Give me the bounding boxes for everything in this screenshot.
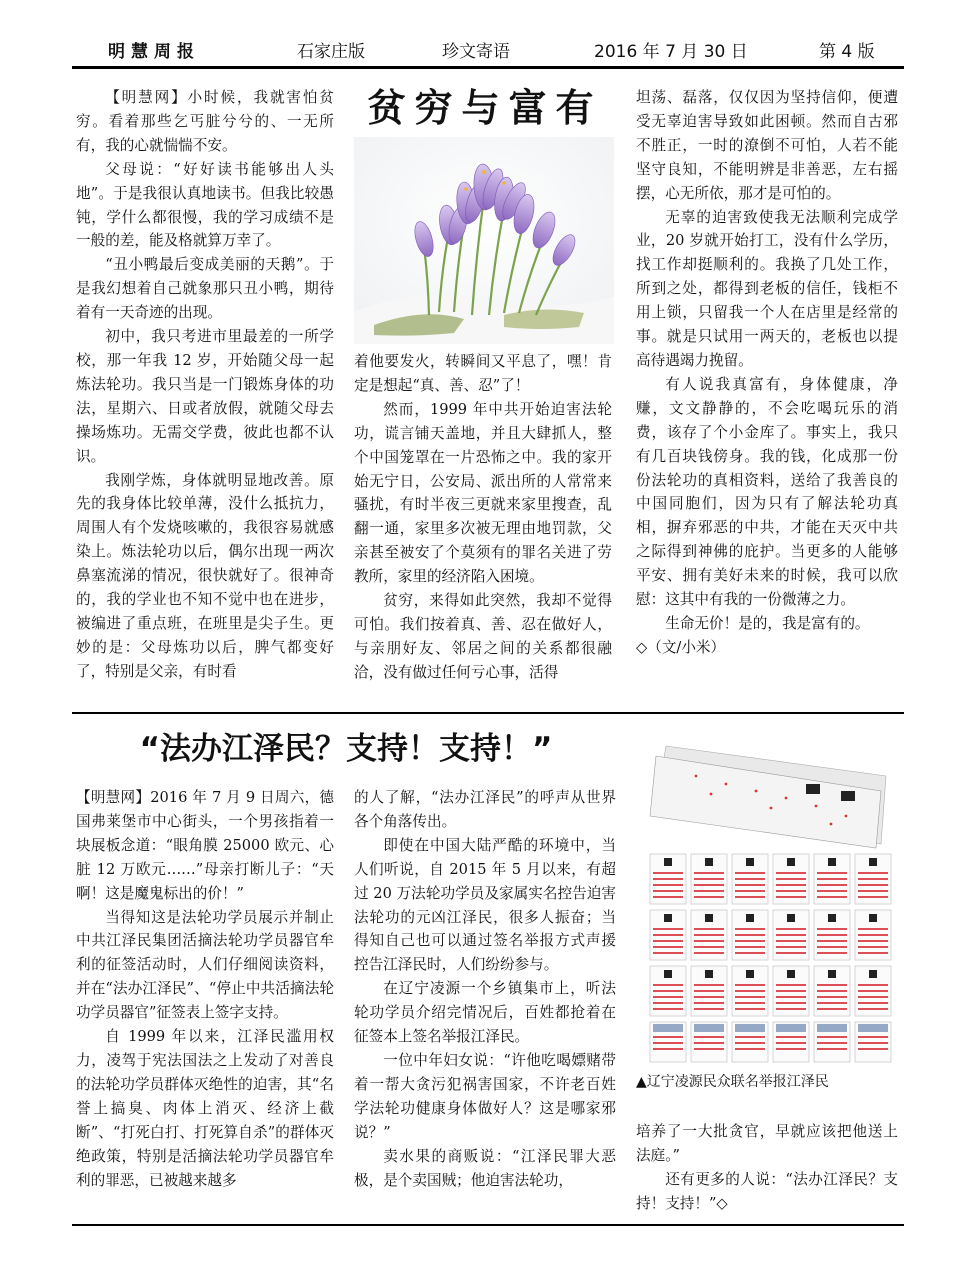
paragraph: 在辽宁凌源一个乡镇集市上，听法轮功学员介绍完情况后，百姓都抢着在征签本上签名举报江泽民。 <box>354 980 616 1046</box>
article2-column-2 <box>354 786 616 1192</box>
footer-rule <box>72 1224 904 1226</box>
paragraph: 当得知这是法轮功学员展示并制止中共江泽民集团活摘法轮功学员器官牟利的征签活动时，人们仔细阅读资料，并在“法办江泽民”、“停止中共活摘法轮功学员器官”征签表上签字支持。 <box>76 908 334 1022</box>
section-label: 珍文寄语 <box>442 42 510 62</box>
paragraph: 培养了一大批贪官，早就应该把他送上法庭。” <box>636 1123 898 1164</box>
article2-title: “法办江泽民？支持！支持！” <box>139 731 553 767</box>
crocus-photo <box>354 137 614 344</box>
edition-label: 石家庄版 <box>297 42 365 62</box>
paragraph: 自 1999 年以来，江泽民滥用权力，凌驾于宪法国法之上发动了对善良的法轮功学员群体灭绝性的迫害，其“名誉上搞臭、肉体上消灭、经济上截断”、“打死白打、打死算自杀”的群体灭绝政策，特别是活摘法轮功学员器官牟利的罪恶，已被越来越多 <box>76 1028 334 1189</box>
petition-photo <box>636 736 898 1066</box>
paragraph: 即使在中国大陆严酷的环境中，当人们听说，自 2015 年 5 月以来，有超过 20 万法轮功学员及家属实名控告迫害法轮功的元凶江泽民，很多人振奋；当得知自己也可以通过签名举报方式声援控告江泽民时，人们纷纷参与。 <box>354 836 616 974</box>
paragraph: 一位中年妇女说：“许他吃喝嫖赌带着一帮大贪污犯祸害国家，不许老百姓学法轮功健康身体做好人？这是哪家邪说？” <box>354 1051 616 1141</box>
paragraph: 初中，我只考进市里最差的一所学校，那一年我 12 岁，开始随父母一起炼法轮功。我只当是一门锻炼身体的功法，星期六、日或者放假，就随父母去操场炼功。无需交学费，彼此也都不认识。 <box>76 328 334 465</box>
paragraph: 【明慧网】小时候，我就害怕贫穷。看着那些乞丐脏兮兮的、一无所有，我的心就惴惴不安。 <box>76 89 334 154</box>
issue-date: 2016 年 7 月 30 日 <box>594 42 748 62</box>
article-divider <box>72 712 904 714</box>
article1-title: 贫穷与富有 <box>367 85 603 130</box>
paragraph: 还有更多的人说：“法办江泽民？支持！支持！”◇ <box>636 1170 898 1212</box>
paragraph: 【明慧网】2016 年 7 月 9 日周六，德国弗莱堡市中心街头，一个男孩指着一块展板念道：“眼角膜 25000 欧元、心脏 12 万欧元……”母亲打断儿子：“天啊！这是魔鬼标出的价！” <box>76 789 334 902</box>
article1-column-2 <box>354 350 612 685</box>
paragraph: 父母说：“好好读书能够出人头地”。于是我很认真地读书。但我比较愚钝，学什么都很慢，我的学习成绩不是一般的差，能及格就算万幸了。 <box>76 160 334 250</box>
photo-caption: ▲辽宁凌源民众联名举报江泽民 <box>636 1074 829 1090</box>
paragraph: 贫穷，来得如此突然，我却不觉得可怕。我们按着真、善、忍在做好人，与亲朋好友、邻居之间的关系都很融洽，没有做过任何亏心事，活得 <box>354 592 612 681</box>
paragraph: “丑小鸭最后变成美丽的天鹅”。于是我幻想着自己就象那只丑小鸭，期待着有一天奇迹的出现。 <box>76 256 334 322</box>
paragraph: 生命无价！是的，我是富有的。 <box>665 614 870 632</box>
article1-column-1 <box>76 86 334 684</box>
masthead <box>72 40 904 66</box>
paragraph: 有人说我真富有，身体健康，净赚，文文静静的，不会吃喝玩乐的消费，该存了个小金库了。事实上，我只有几百块钱傍身。我的钱，化成那一份份法轮功的真相资料，送给了我善良的中国同胞们，因为只有了解法轮功真相，摒弃邪恶的中共，才能在天灭中共之际得到神佛的庇护。当更多的人能够平安、拥有美好未来的时候，我可以欣慰：这其中有我的一份微薄之力。 <box>636 375 898 609</box>
page-number: 第 4 版 <box>819 42 875 62</box>
article2-column-1 <box>76 786 334 1192</box>
crocus-illustration <box>354 137 614 344</box>
paragraph: 坦荡、磊落，仅仅因为坚持信仰，便遭受无辜迫害导致如此困顿。然而自古邪不胜正，一时的潦倒不可怕，人若不能坚守良知，不能明辨是非善恶，左右摇摆，心无所依，那才是可怕的。 <box>636 89 898 202</box>
paragraph: 无辜的迫害致使我无法顺利完成学业，20 岁就开始打工，没有什么学历，找工作却挺顺利的。我换了几处工作，所到之处，都得到老板的信任，钱柜不用上锁，只留我一个人在店里是经常的事。就是只试用一两天的，老板也以提高待遇竭力挽留。 <box>636 208 898 369</box>
paragraph: 的人了解，“法办江泽民”的呼声从世界各个角落传出。 <box>354 789 616 830</box>
article2-column-3 <box>636 1120 898 1216</box>
paragraph: 着他要发火，转瞬间又平息了，嘿！肯定是想起“真、善、忍”了！ <box>354 353 612 394</box>
paragraph: 卖水果的商贩说：“江泽民罪大恶极，是个卖国贼；他迫害法轮功， <box>354 1147 616 1189</box>
paragraph: 我刚学炼，身体就明显地改善。原先的我身体比较单薄，没什么抵抗力，周围人有个发烧咳嗽的，我很容易就感染上。炼法轮功以后，偶尔出现一两次鼻塞流涕的情况，很快就好了。很神奇的，我的学业也不知不觉中也在进步，被编进了重点班，在班里是尖子生。更妙的是：父母炼功以后，脾气都变好了，特别是父亲，有时看 <box>76 471 334 680</box>
paper-name: 明慧周报 <box>108 42 200 62</box>
header-rule <box>72 66 904 69</box>
byline: ◇（文/小米） <box>636 638 726 656</box>
article1-column-3 <box>636 86 898 660</box>
paragraph: 然而，1999 年中共开始迫害法轮功，谎言铺天盖地，并且大肆抓人，整个中国笼罩在一片恐怖之中。我的家开始无宁日，公安局、派出所的人常常来骚扰，有时半夜三更就来家里搜查，乱翻一通，家里多次被无理由地罚款，父亲甚至被安了个莫须有的罪名关进了劳教所，家里的经济陷入困境。 <box>354 400 612 586</box>
petition-illustration <box>636 736 898 1066</box>
